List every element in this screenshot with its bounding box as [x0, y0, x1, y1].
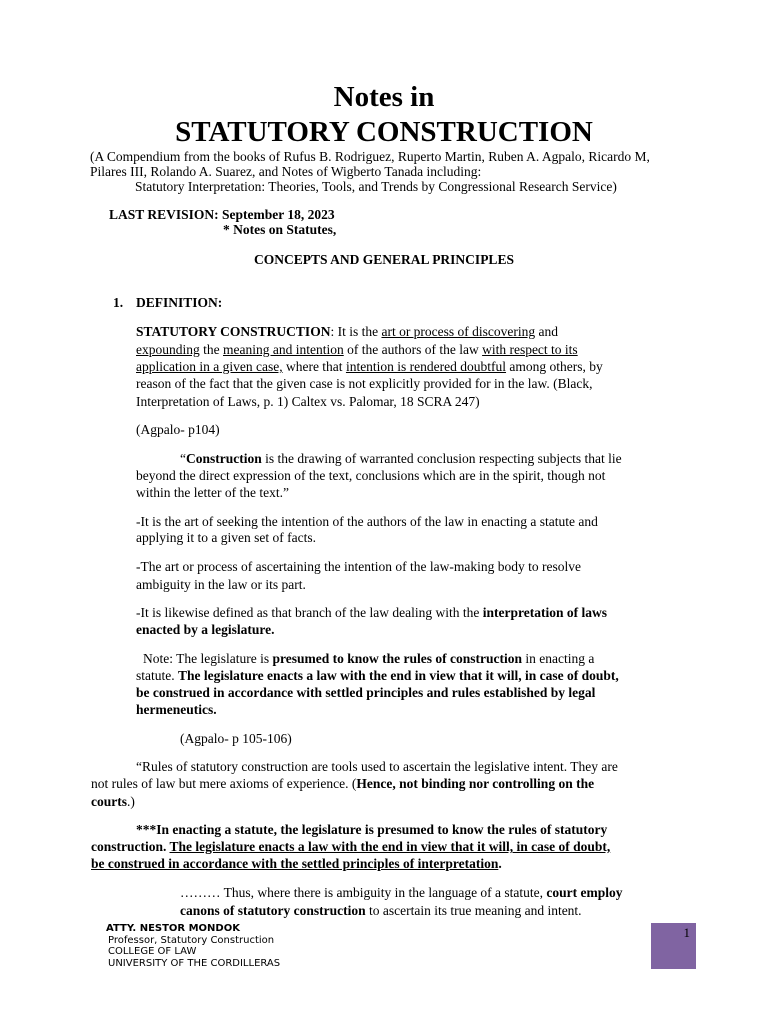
- paragraph-a-line-2: applying it to a given set of facts.: [136, 530, 316, 545]
- paragraph-b-line-1: -The art or process of ascertaining the intention of the law-making body to resolve: [136, 559, 581, 574]
- thus-line-2: canons of statutory construction to ascertain its true meaning and intent.: [180, 903, 582, 918]
- subtitle-line-3: Statutory Interpretation: Theories, Tools, and Trends by Congressional Research Service): [135, 179, 617, 194]
- rules-line-3: courts.): [91, 794, 135, 809]
- note-line-4: hermeneutics.: [136, 702, 217, 717]
- quote-line-3: within the letter of the text.”: [136, 485, 289, 500]
- quote-line-2: beyond the direct expression of the text, conclusions which are in the spirit, though not: [136, 468, 606, 483]
- definition-line-1: STATUTORY CONSTRUCTION: It is the art or process of discovering and: [136, 324, 559, 339]
- definition-line-2: expounding the meaning and intention of the authors of the law with respect to its: [136, 342, 578, 357]
- footer-author: ATTY. NESTOR MONDOK: [106, 923, 240, 934]
- thus-line-1: ……… Thus, where there is ambiguity in the language of a statute, court employ: [180, 885, 623, 900]
- page-number: 1: [683, 925, 690, 940]
- item-number: 1.: [113, 295, 124, 310]
- reference-agpalo-104: (Agpalo- p104): [136, 422, 220, 437]
- subtitle-line-2: Pilares III, Rolando A. Suarez, and Notes of Wigberto Tanada including:: [90, 164, 482, 179]
- definition-line-4: reason of the fact that the given case is not explicitly provided for in the law. (Black,: [136, 376, 593, 391]
- enacting-line-1: ***In enacting a statute, the legislature is presumed to know the rules of statutory: [136, 822, 608, 837]
- last-revision: LAST REVISION: September 18, 2023: [109, 207, 335, 222]
- paragraph-a-line-1: -It is the art of seeking the intention of the authors of the law in enacting a statute and: [136, 514, 598, 529]
- footer-college: COLLEGE OF LAW: [108, 946, 197, 957]
- paragraph-b-line-2: ambiguity in the law or its part.: [136, 577, 306, 592]
- subtitle-line-1: (A Compendium from the books of Rufus B. Rodriguez, Ruperto Martin, Ruben A. Agpalo, Ricardo M,: [90, 149, 650, 164]
- paragraph-c-line-2: enacted by a legislature.: [136, 622, 275, 637]
- notes-on-statutes: * Notes on Statutes,: [223, 222, 337, 237]
- paragraph-c-line-1: -It is likewise defined as that branch of the law dealing with the interpretation of laws: [136, 605, 608, 620]
- reference-agpalo-105-106: (Agpalo- p 105-106): [180, 731, 292, 746]
- definition-line-5: Interpretation of Laws, p. 1) Caltex vs. Palomar, 18 SCRA 247): [136, 394, 480, 409]
- title-line-1: Notes in: [333, 81, 435, 113]
- item-label-definition: DEFINITION:: [136, 295, 223, 310]
- note-line-3: be construed in accordance with settled principles and rules established by legal: [136, 685, 596, 700]
- rules-line-1: “Rules of statutory construction are tools used to ascertain the legislative intent. They are: [136, 759, 618, 774]
- section-heading: CONCEPTS AND GENERAL PRINCIPLES: [254, 252, 514, 267]
- page-number-box: [651, 923, 696, 969]
- definition-term: STATUTORY CONSTRUCTION: [136, 324, 331, 339]
- note-line-2: statute. The legislature enacts a law with the end in view that it will, in case of doubt,: [136, 668, 619, 683]
- note-line-1: Note: The legislature is presumed to know the rules of construction in enacting a: [143, 651, 595, 666]
- rules-line-2: not rules of law but mere axioms of experience. (Hence, not binding nor controlling on the: [91, 776, 595, 791]
- title-line-2: STATUTORY CONSTRUCTION: [175, 116, 593, 148]
- definition-line-3: application in a given case, where that intention is rendered doubtful among others, by: [136, 359, 603, 374]
- enacting-line-2: construction. The legislature enacts a law with the end in view that it will, in case of doubt,: [91, 839, 611, 854]
- quote-line-1: “Construction is the drawing of warranted conclusion respecting subjects that lie: [180, 451, 622, 466]
- enacting-line-3: be construed in accordance with the settled principles of interpretation.: [91, 856, 502, 871]
- footer-role: Professor, Statutory Construction: [108, 935, 275, 946]
- footer-university: UNIVERSITY OF THE CORDILLERAS: [108, 958, 281, 969]
